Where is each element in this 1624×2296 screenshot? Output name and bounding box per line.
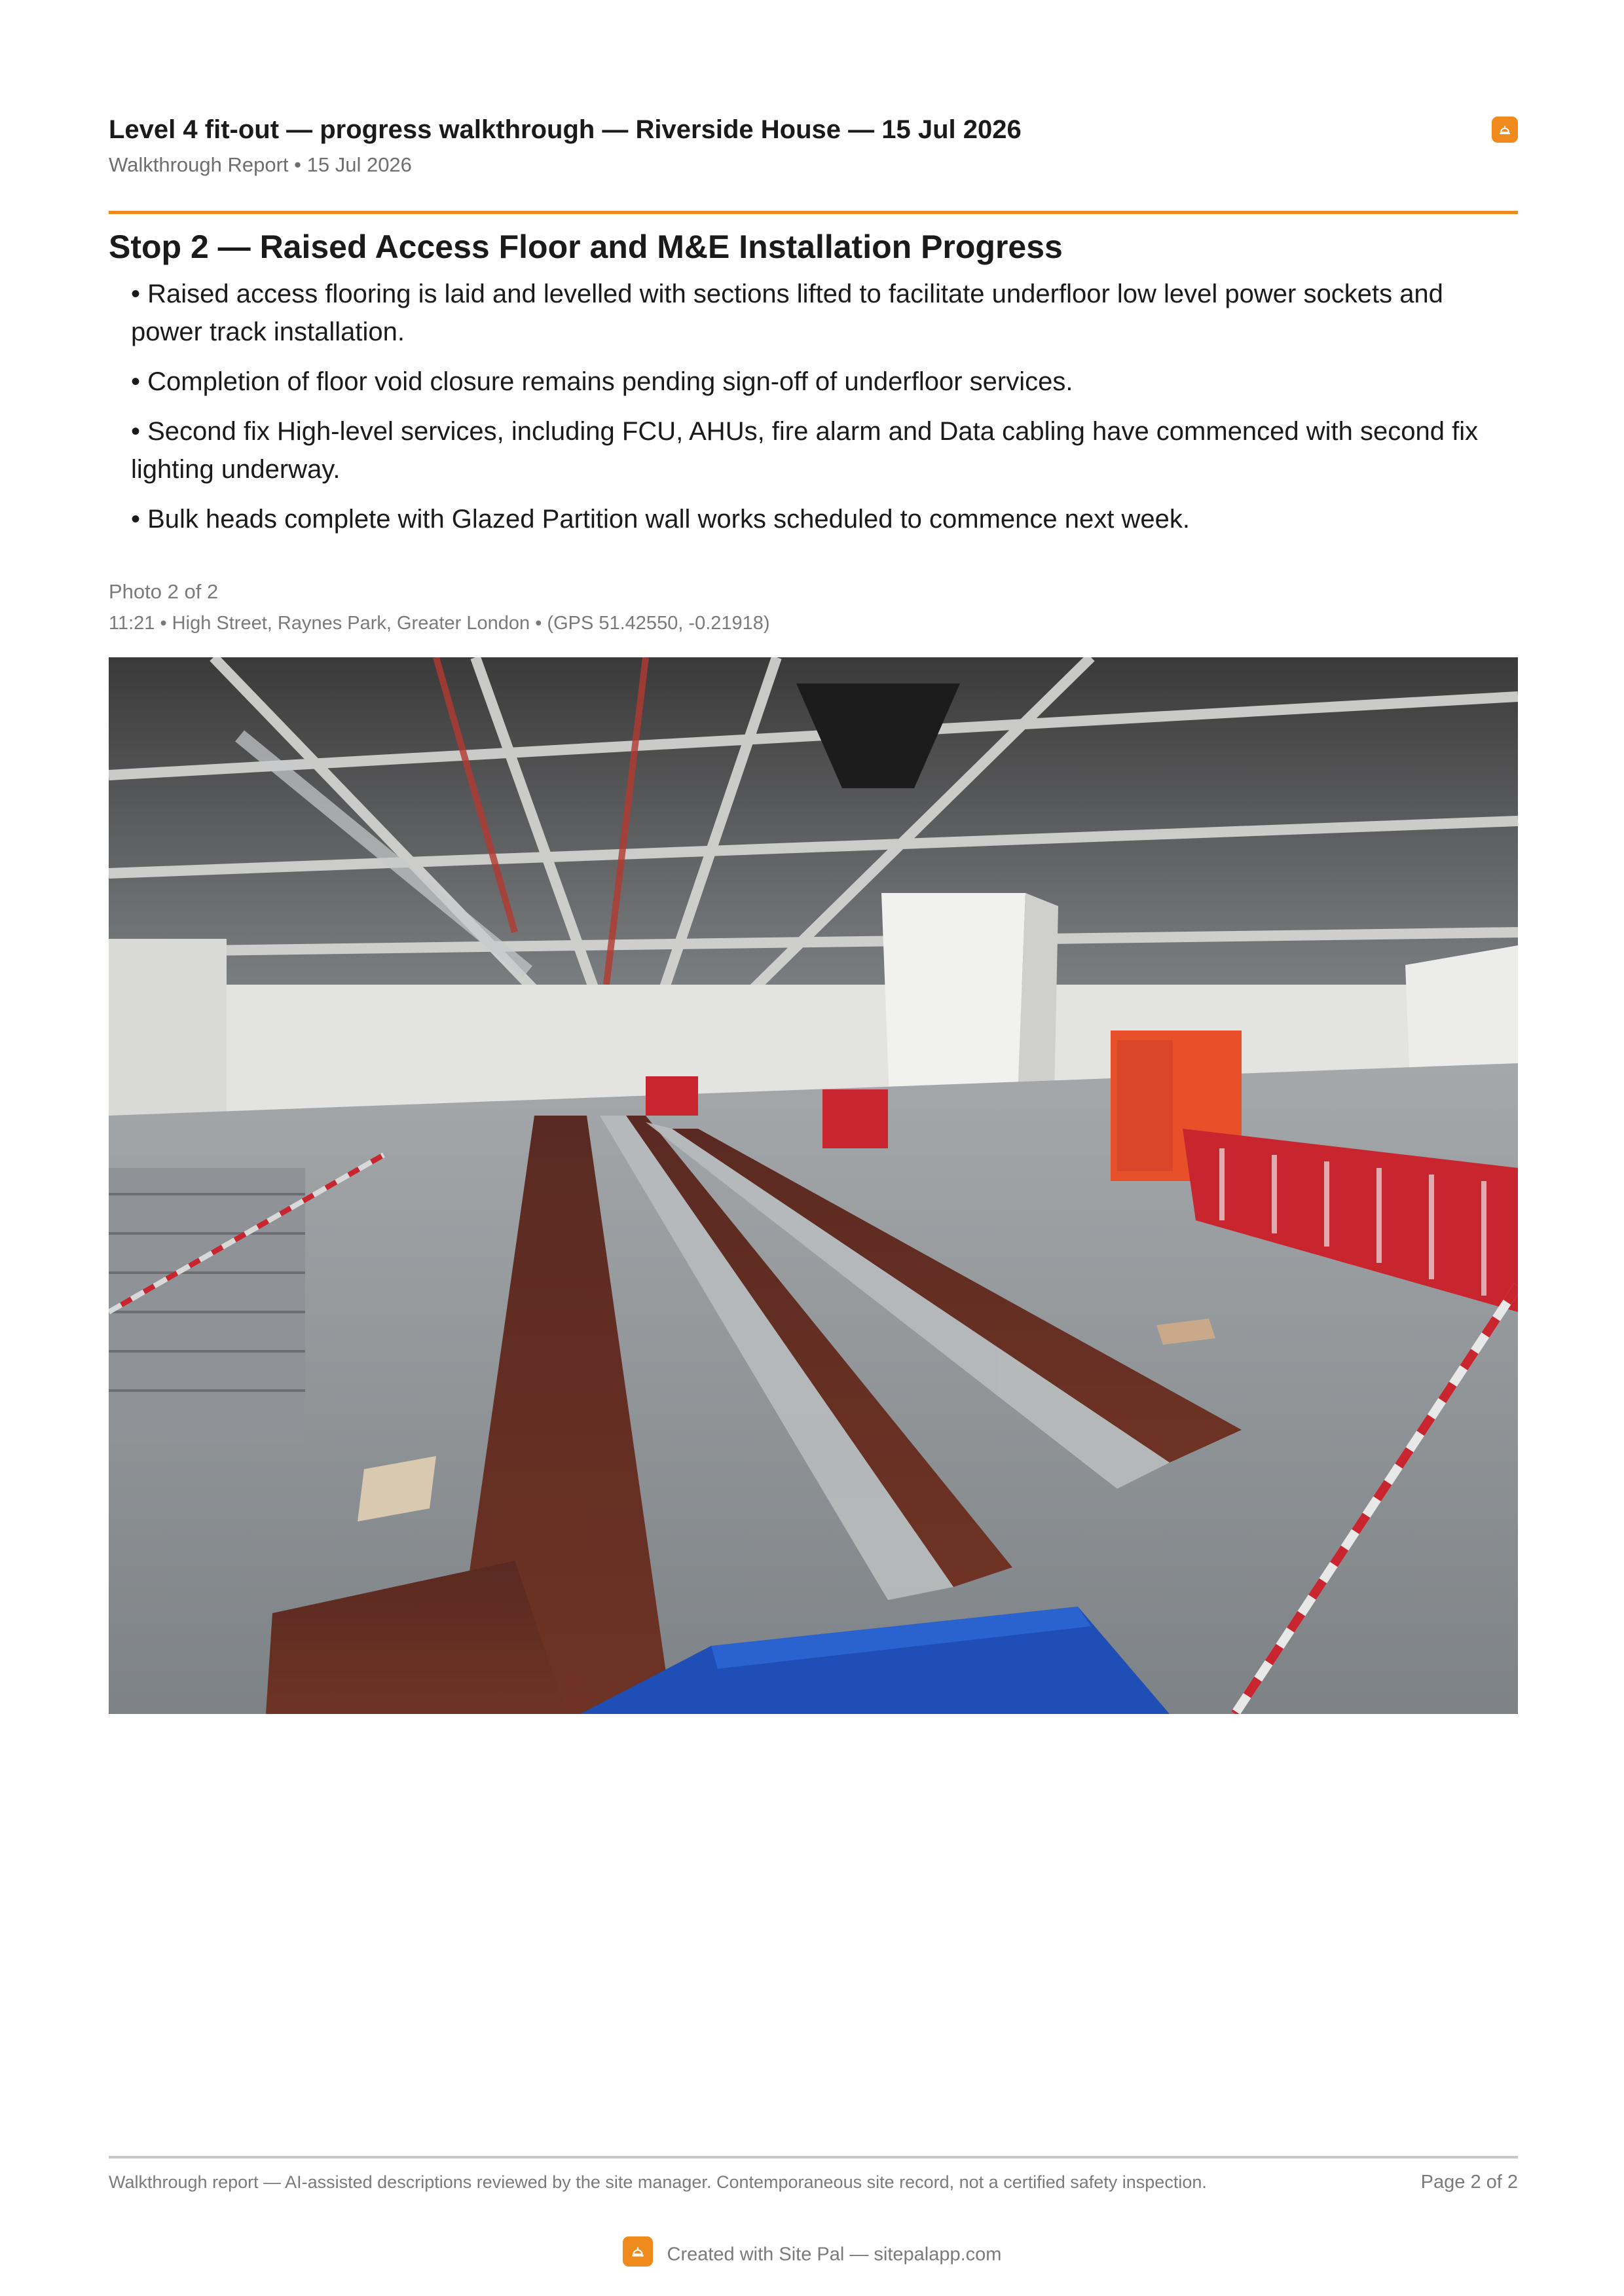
hardhat-icon [623, 2236, 653, 2267]
report-subtitle: Walkthrough Report • 15 Jul 2026 [109, 153, 412, 176]
report-title: Level 4 fit-out — progress walkthrough — Riverside House — 15 Jul 2026 [109, 115, 1022, 144]
report-header [109, 113, 1518, 178]
bullet-item: • Raised access flooring is laid and levelled with sections lifted to facilitate underfloor low level power sockets and power track installation. [131, 280, 1443, 346]
created-with-credit [0, 2239, 1624, 2269]
footer-divider [109, 2156, 1518, 2159]
bullet-list [131, 275, 1519, 550]
section-title: Stop 2 — Raised Access Floor and M&E Installation Progress [109, 228, 1063, 265]
hardhat-icon [1492, 117, 1518, 143]
created-with-text: Created with Site Pal — sitepalapp.com [667, 2244, 1002, 2265]
bullet-item: • Bulk heads complete with Glazed Partition wall works scheduled to commence next week. [131, 505, 1190, 534]
photo-meta: 11:21 • High Street, Raynes Park, Greater London • (GPS 51.42550, -0.21918) [109, 613, 770, 634]
photo-label: Photo 2 of 2 [109, 580, 219, 603]
bullet-item: • Second fix High-level services, including FCU, AHUs, fire alarm and Data cabling have commenced with second fix lighting underway. [131, 417, 1479, 484]
bullet-item: • Completion of floor void closure remains pending sign-off of underfloor services. [131, 367, 1073, 396]
page-number: Page 2 of 2 [1420, 2172, 1518, 2193]
header-divider [109, 211, 1518, 214]
footer-disclaimer: Walkthrough report — AI-assisted descriptions reviewed by the site manager. Contemporaneous site record, not a certified safety inspection. [109, 2172, 1207, 2192]
site-photo [109, 657, 1518, 1714]
